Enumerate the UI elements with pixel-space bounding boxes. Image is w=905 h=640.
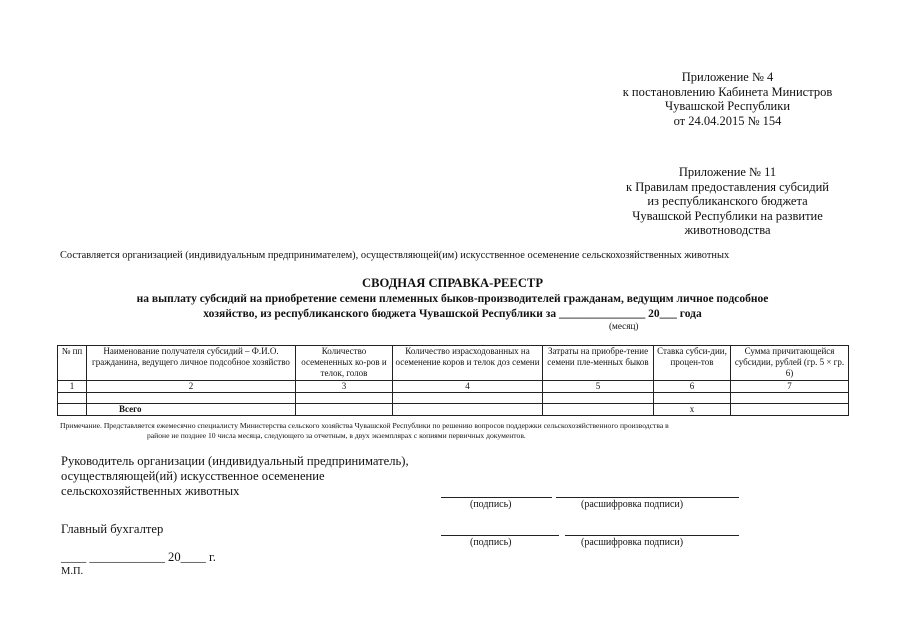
head-signature-line	[441, 497, 552, 498]
total-rate: x	[654, 404, 731, 416]
appendix-11-title: Приложение № 11	[678, 165, 777, 179]
accountant-signature-caption: (подпись)	[470, 537, 512, 548]
table-cell	[543, 404, 654, 416]
document-subtitle-line1: на выплату субсидий на приобретение семени племенных быков-производителей гражданам, ведущим личное подсобное	[136, 293, 769, 305]
appendix-4-decree: к постановлению Кабинета Министров	[622, 84, 833, 99]
table-cell	[393, 393, 543, 404]
note-line2: районе не позднее 10 числа месяца, следующего за отчетным, в двух экземплярах с копиями первичных документов.	[147, 431, 526, 440]
column-numbers-row	[58, 381, 849, 393]
appendix-11-budget: из республиканского бюджета	[647, 194, 808, 209]
header-doses: Количество израсходованных на осеменение коров и телок доз семени	[393, 346, 543, 381]
appendix-4-title: Приложение № 4	[681, 70, 774, 84]
head-decode-caption: (расшифровка подписи)	[581, 499, 684, 510]
table-cell	[731, 404, 849, 416]
table-cell	[58, 404, 87, 416]
month-caption: (месяц)	[609, 321, 639, 331]
document-subtitle-line2: хозяйство, из республиканского бюджета Чувашской Республики за _______________ 20___ года	[203, 308, 702, 320]
appendix-4-republic: Чувашской Республики	[664, 99, 791, 114]
header-inseminated-count: Количество осемененных ко-ров и телок, голов	[296, 346, 393, 381]
appendix-11-republic: Чувашской Республики на развитие	[632, 208, 823, 223]
appendix-11-rules: к Правилам предоставления субсидий	[626, 179, 829, 194]
column-number: 2	[87, 381, 296, 393]
column-number: 3	[296, 381, 393, 393]
registry-table	[57, 345, 849, 416]
table-cell	[393, 404, 543, 416]
appendix-4-date: от 24.04.2015 № 154	[673, 113, 782, 128]
header-rate: Ставка субси-дии, процен-тов	[654, 346, 731, 381]
head-signature-caption: (подпись)	[470, 499, 512, 510]
accountant-decode-line	[565, 535, 739, 536]
head-signature-block	[61, 454, 481, 500]
table-cell	[87, 393, 296, 404]
accountant-decode-caption: (расшифровка подписи)	[581, 537, 684, 548]
table-cell	[654, 393, 731, 404]
appendix-4-block	[600, 70, 855, 128]
head-title-line1: Руководитель организации (индивидуальный предприниматель),	[61, 454, 409, 468]
table-row	[58, 393, 849, 404]
total-label: Всего	[87, 404, 296, 416]
column-number: 4	[393, 381, 543, 393]
head-decode-line	[556, 497, 739, 498]
column-number: 1	[58, 381, 87, 393]
head-title-line2: осуществляющей(ий) искусственное осеменение	[61, 469, 325, 484]
table-cell	[296, 404, 393, 416]
intro-text: Составляется организацией (индивидуальным предпринимателем), осуществляющей(им) искусственное осеменение сельскохозяйственных животных	[60, 250, 730, 261]
appendix-11-block	[600, 165, 855, 238]
total-row	[58, 404, 849, 416]
signature-date: ____ ____________ 20____ г.	[61, 550, 216, 564]
column-number: 5	[543, 381, 654, 393]
header-costs: Затраты на приобре-тение семени пле-менных быков	[543, 346, 654, 381]
table-header-row	[58, 346, 849, 381]
column-number: 6	[654, 381, 731, 393]
header-recipient: Наименование получателя субсидий – Ф.И.О. гражданина, ведущего личное подсобное хозяйство	[87, 346, 296, 381]
document-title: СВОДНАЯ СПРАВКА-РЕЕСТР	[361, 276, 544, 290]
column-number: 7	[731, 381, 849, 393]
accountant-title: Главный бухгалтер	[61, 522, 164, 536]
header-subsidy-sum: Сумма причитающейся субсидии, рублей (гр. 5 × гр. 6)	[731, 346, 849, 381]
table-cell	[543, 393, 654, 404]
table-cell	[296, 393, 393, 404]
table-cell	[731, 393, 849, 404]
note-line1: Примечание. Представляется ежемесячно специалисту Министерства сельского хозяйства Чувашской Республики по решению вопросов поддержки сельскохозяйственного производства в	[60, 421, 669, 430]
stamp-label: М.П.	[61, 566, 84, 577]
table-cell	[58, 393, 87, 404]
head-title-line3: сельскохозяйственных животных	[61, 484, 240, 499]
appendix-11-livestock: животноводства	[684, 223, 771, 238]
accountant-signature-line	[441, 535, 559, 536]
header-number: № пп	[58, 346, 87, 381]
